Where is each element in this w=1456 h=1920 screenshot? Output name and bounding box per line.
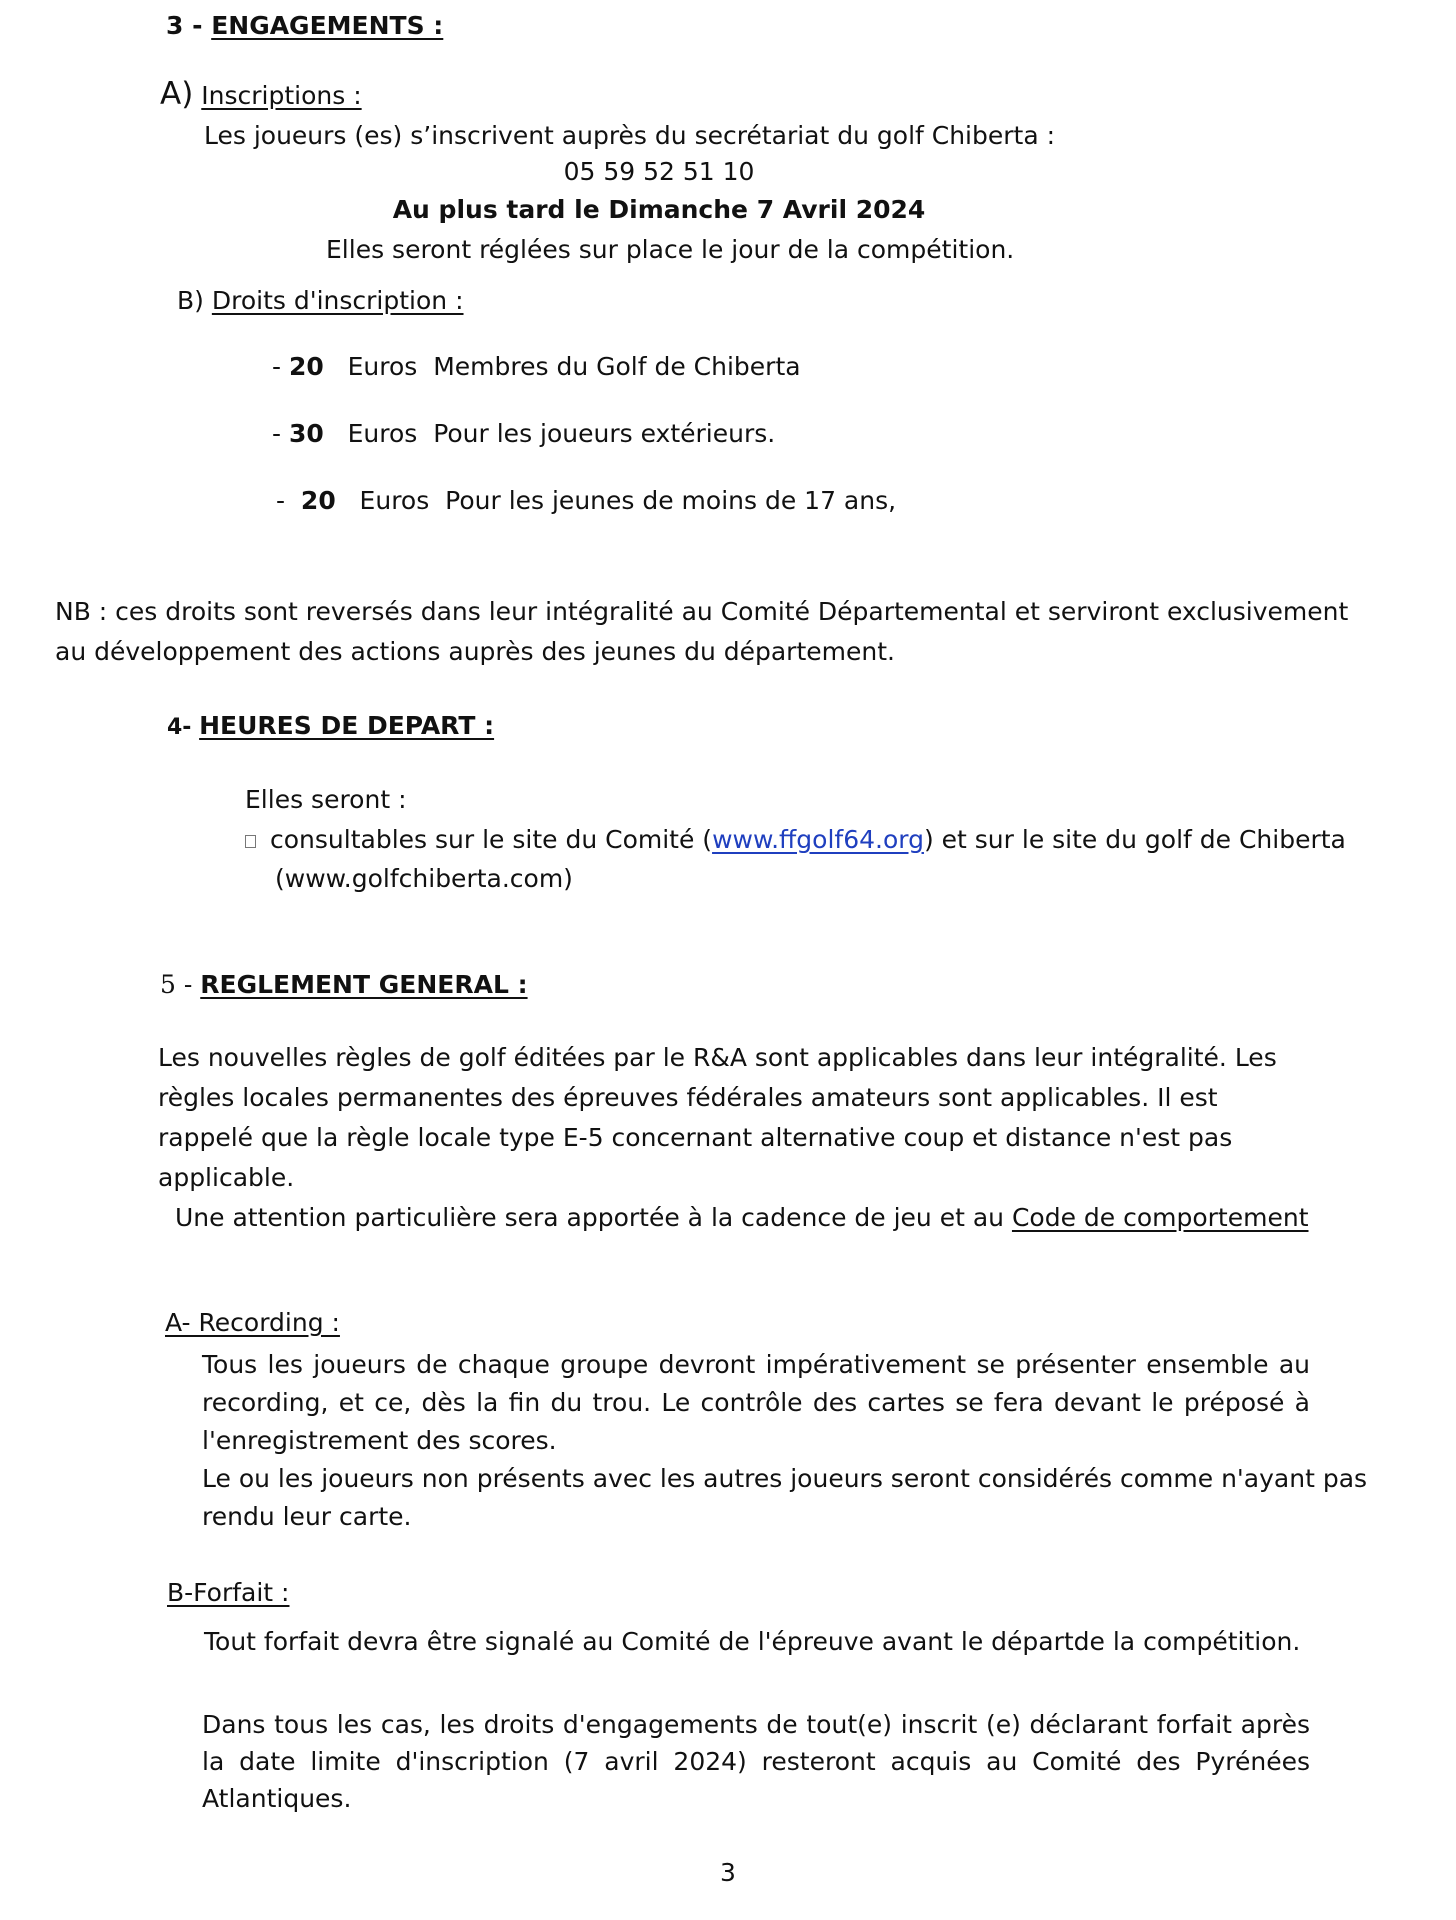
inscriptions-deadline: Au plus tard le Dimanche 7 Avril 2024 — [392, 195, 926, 224]
fee-dash: - — [272, 419, 289, 448]
attention-text: Une attention particulière sera apportée à la cadence de jeu et au — [175, 1203, 1012, 1232]
fee-dash: - — [272, 352, 289, 381]
departure-intro: Elles seront : — [245, 785, 407, 814]
reglement-line-1: Les nouvelles règles de golf éditées par le R&A sont applicables dans leur intégralité. Les — [158, 1043, 1277, 1072]
section-3-title: ENGAGEMENTS : — [211, 11, 444, 40]
code-comportement-link[interactable]: Code de comportement — [1011, 1203, 1309, 1232]
recording-heading — [165, 1308, 340, 1338]
section-5-heading — [160, 970, 528, 1000]
inscriptions-line-1: Les joueurs (es) s’inscrivent auprès du secrétariat du golf Chiberta : — [204, 121, 1056, 150]
reglement-line-3: rappelé que la règle locale type E-5 concernant alternative coup et distance n'est pas — [158, 1123, 1233, 1152]
departure-bullet-pre: consultables sur le site du Comité ( — [270, 825, 713, 854]
forfait-para-line-3: Atlantiques. — [202, 1784, 352, 1813]
inscriptions-phone: 05 59 52 51 10 — [563, 157, 755, 186]
fee-item — [276, 486, 896, 516]
subsection-a-title: Inscriptions : — [201, 81, 362, 110]
recording-line-2: recording, et ce, dès la fin du trou. Le contrôle des cartes se fera devant le préposé à — [202, 1388, 1310, 1417]
departure-bullet — [245, 825, 1346, 855]
subsection-b-title: Droits d'inscription : — [211, 286, 464, 315]
fee-amount: 20 — [300, 486, 336, 515]
bullet-icon — [245, 835, 256, 848]
section-4-heading — [167, 711, 494, 741]
page-number: 3 — [720, 1858, 736, 1887]
forfait-para-line-1: Dans tous les cas, les droits d'engagements de tout(e) inscrit (e) déclarant forfait après — [202, 1710, 1310, 1739]
recording-line-5: rendu leur carte. — [202, 1502, 412, 1531]
forfait-heading — [167, 1578, 289, 1608]
subsection-a-letter: A) — [160, 76, 194, 112]
fee-item — [272, 419, 775, 449]
fee-text: Euros Membres du Golf de Chiberta — [323, 352, 801, 381]
section-3-number: 3 - — [166, 11, 212, 40]
nb-line-2: au développement des actions auprès des jeunes du département. — [55, 637, 895, 666]
fee-item — [272, 352, 801, 382]
departure-bullet-line-2: (www.golfchiberta.com) — [275, 864, 573, 893]
section-4-number: 4- — [167, 715, 200, 740]
subsection-b-letter: B) — [177, 286, 204, 315]
departure-bullet-post: ) et sur le site du golf de Chiberta — [923, 825, 1346, 854]
section-5-number: 5 - — [160, 970, 201, 999]
section-5-title: REGLEMENT GENERAL : — [200, 970, 528, 999]
forfait-title: B-Forfait : — [167, 1578, 290, 1607]
recording-line-4: Le ou les joueurs non présents avec les autres joueurs seront considérés comme n'ayant pas — [202, 1464, 1368, 1493]
section-4-title: HEURES DE DEPART : — [199, 711, 495, 740]
section-3-heading — [166, 11, 443, 41]
fee-amount: 20 — [288, 352, 324, 381]
forfait-para-line-2: la date limite d'inscription (7 avril 2024) resteront acquis au Comité des Pyrénées — [202, 1747, 1310, 1776]
fee-text: Euros Pour les joueurs extérieurs. — [323, 419, 776, 448]
recording-line-1: Tous les joueurs de chaque groupe devront impérativement se présenter ensemble au — [202, 1350, 1310, 1379]
fee-amount: 30 — [288, 419, 324, 448]
fee-dash: - — [276, 486, 301, 515]
subsection-a-heading — [160, 76, 362, 113]
forfait-line: Tout forfait devra être signalé au Comité de l'épreuve avant le départde la compétition. — [204, 1627, 1301, 1656]
reglement-line-4: applicable. — [158, 1163, 295, 1192]
ffgolf64-link[interactable]: www.ffgolf64.org — [712, 825, 924, 854]
subsection-b-heading — [177, 286, 464, 316]
fee-text: Euros Pour les jeunes de moins de 17 ans, — [335, 486, 897, 515]
reglement-line-2: règles locales permanentes des épreuves fédérales amateurs sont applicables. Il est — [158, 1083, 1218, 1112]
recording-line-3: l'enregistrement des scores. — [202, 1426, 557, 1455]
attention-line — [175, 1203, 1309, 1233]
inscriptions-line-2: Elles seront réglées sur place le jour de la compétition. — [326, 235, 1015, 264]
nb-line-1: NB : ces droits sont reversés dans leur intégralité au Comité Départemental et serviront exclusivement — [55, 597, 1349, 626]
recording-title: A- Recording : — [165, 1308, 340, 1337]
